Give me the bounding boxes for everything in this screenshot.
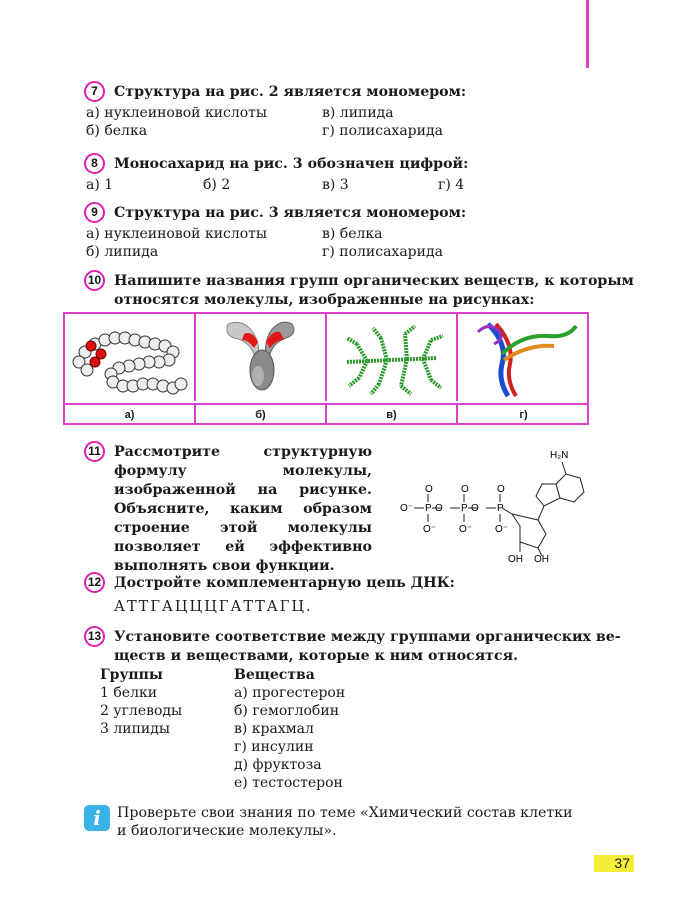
question-number: 7 — [84, 81, 105, 102]
question-number: 8 — [84, 153, 105, 174]
question-text: Структура на рис. 3 является мономером: — [114, 205, 467, 221]
formula-p: P — [461, 503, 468, 514]
dna-sequence: АТТГАЦЦЦГАТТАГЦ. — [114, 599, 313, 615]
answer-b: б) липида — [86, 244, 159, 260]
figure-b-label: б) — [196, 403, 327, 425]
group-item: 3 липиды — [100, 721, 171, 737]
answer-d: г) полисахарида — [322, 244, 443, 260]
formula-hydroxyl: OH — [508, 554, 523, 565]
answer-d: г) 4 — [438, 177, 465, 193]
question-number: 13 — [84, 626, 105, 647]
figure-d-cell — [458, 314, 589, 401]
formula-o: O — [461, 484, 469, 495]
answer-c: в) 3 — [322, 177, 349, 193]
substance-item: е) тестостерон — [234, 775, 343, 791]
lipid-molecule-image — [65, 314, 194, 401]
atp-structural-formula — [390, 440, 600, 565]
question-text: Структура на рис. 2 является мономером: — [114, 84, 467, 100]
figure-a-label: а) — [65, 403, 196, 425]
formula-o: O — [471, 503, 479, 514]
question-number: 11 — [84, 441, 105, 462]
figure-a-cell — [65, 314, 196, 401]
question-text: Рассмотрите структурную формулу молекулы, изображенной на рисунке. Объясните, каким образом строение этой молекулы позволяет ей эффективно выполнять свои функции. — [114, 444, 372, 574]
formula-o: O — [497, 484, 505, 495]
info-icon: i — [84, 805, 110, 831]
figure-c-label: в) — [327, 403, 458, 425]
groups-header: Группы — [100, 667, 163, 683]
figure-b-cell — [196, 314, 327, 401]
molecule-figure-table — [63, 312, 589, 425]
info-text-line2: и биологические молекулы». — [117, 823, 337, 839]
question-text: Достройте комплементарную цепь ДНК: — [114, 575, 455, 591]
figure-c-cell — [327, 314, 458, 401]
formula-o-minus: O⁻ — [400, 503, 414, 514]
formula-o-minus: O⁻ — [495, 524, 509, 535]
answer-a: а) 1 — [86, 177, 114, 193]
question-number: 9 — [84, 202, 105, 223]
formula-o-minus: O⁻ — [423, 524, 437, 535]
question-number: 10 — [84, 270, 105, 291]
question-text: Моносахарид на рис. 3 обозначен цифрой: — [114, 156, 469, 172]
figure-d-label: г) — [458, 403, 589, 425]
answer-a: а) нуклеиновой кислоты — [86, 105, 268, 121]
formula-o: O — [435, 503, 443, 514]
margin-accent-line — [586, 0, 589, 68]
formula-hydroxyl: OH — [534, 554, 549, 565]
substance-item: б) гемоглобин — [234, 703, 340, 719]
glycogen-molecule-image — [327, 314, 456, 401]
answer-b: б) белка — [86, 123, 148, 139]
answer-c: в) липида — [322, 105, 394, 121]
formula-o-minus: O⁻ — [459, 524, 473, 535]
group-item: 1 белки — [100, 685, 158, 701]
question-text-line1: Напишите названия групп органических веществ, к которым — [114, 273, 634, 289]
answer-d: г) полисахарида — [322, 123, 443, 139]
formula-p: P — [425, 503, 432, 514]
substances-header: Вещества — [234, 667, 315, 683]
answer-c: в) белка — [322, 226, 383, 242]
trna-molecule-image — [458, 314, 587, 401]
substance-item: д) фруктоза — [234, 757, 322, 773]
formula-o: O — [425, 484, 433, 495]
substance-item: г) инсулин — [234, 739, 314, 755]
question-text-line2: ществ и веществами, которые к ним относятся. — [114, 648, 519, 664]
group-item: 2 углеводы — [100, 703, 183, 719]
page-number: 37 — [594, 855, 634, 872]
question-text-line2: относятся молекулы, изображенные на рисунках: — [114, 292, 535, 308]
question-number: 12 — [84, 572, 105, 593]
protein-molecule-image — [196, 314, 325, 401]
substance-item: в) крахмал — [234, 721, 314, 737]
answer-a: а) нуклеиновой кислоты — [86, 226, 268, 242]
info-text-line1: Проверьте свои знания по теме «Химический состав клетки — [117, 805, 573, 821]
answer-b: б) 2 — [203, 177, 231, 193]
formula-amino-group: H₂N — [550, 450, 569, 461]
formula-p: P — [497, 503, 504, 514]
question-text-line1: Установите соответствие между группами органических ве- — [114, 629, 621, 645]
substance-item: а) прогестерон — [234, 685, 346, 701]
